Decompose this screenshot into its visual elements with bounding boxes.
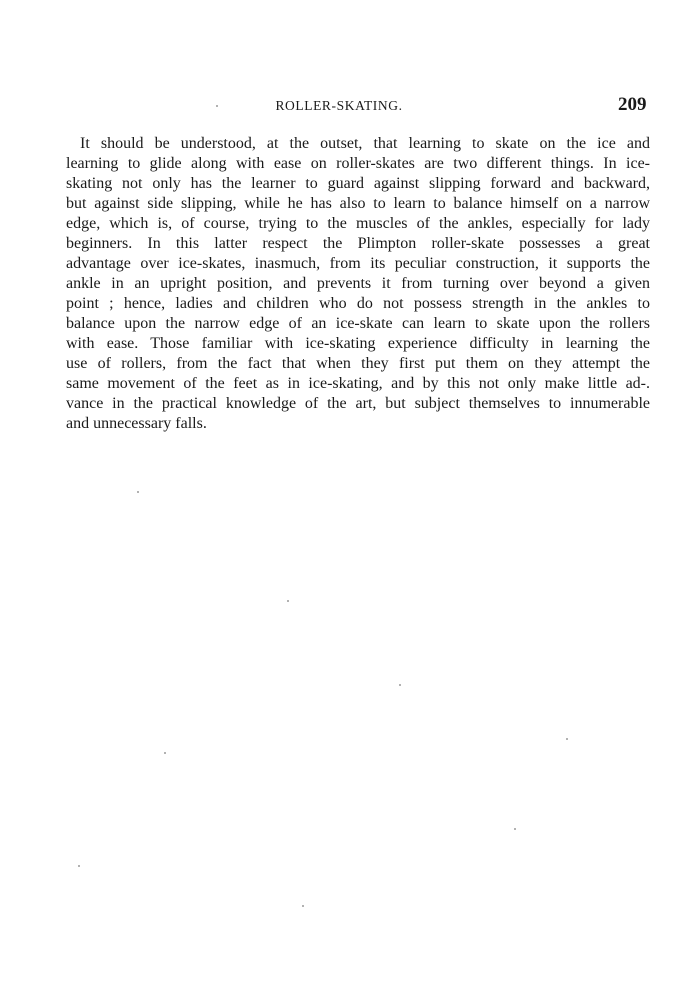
text-line: with ease. Those familiar with ice-skating experience difficulty in learning the — [66, 335, 650, 352]
running-head: ROLLER-SKATING. — [275, 98, 403, 113]
scan-speck — [216, 105, 218, 107]
scan-speck — [514, 828, 516, 830]
text-line: beginners. In this latter respect the Plimpton roller-skate possesses a great — [66, 235, 650, 252]
text-line: skating not only has the learner to guard against slipping forward and backward, — [66, 175, 650, 192]
text-line: advantage over ice-skates, inasmuch, from its peculiar construction, it supports the — [66, 255, 650, 272]
text-line: ankle in an upright position, and prevents it from turning over beyond a given — [66, 275, 650, 292]
text-line: same movement of the feet as in ice-skating, and by this not only make little ad-. — [66, 375, 650, 392]
page-number: 209 — [618, 94, 647, 115]
text-line: but against side slipping, while he has also to learn to balance himself on a narrow — [66, 195, 650, 212]
scan-speck — [137, 491, 139, 493]
scan-speck — [566, 738, 568, 740]
text-line: edge, which is, of course, trying to the muscles of the ankles, especially for lady — [66, 215, 650, 232]
body-paragraph — [66, 134, 650, 434]
text-line: It should be understood, at the outset, that learning to skate on the ice and — [80, 135, 650, 152]
text-line: point ; hence, ladies and children who do not possess strength in the ankles to — [66, 295, 650, 312]
scan-speck — [287, 600, 289, 602]
scan-speck — [399, 684, 401, 686]
scan-speck — [164, 752, 166, 754]
text-line: vance in the practical knowledge of the art, but subject themselves to innumerable — [66, 395, 650, 412]
text-line: use of rollers, from the fact that when they first put them on they attempt the — [66, 355, 650, 372]
text-line: and unnecessary falls. — [66, 415, 207, 432]
text-line: learning to glide along with ease on roller-skates are two different things. In ice- — [66, 155, 650, 172]
scan-speck — [302, 905, 304, 907]
text-line: balance upon the narrow edge of an ice-skate can learn to skate upon the rollers — [66, 315, 650, 332]
scan-speck — [78, 865, 80, 867]
